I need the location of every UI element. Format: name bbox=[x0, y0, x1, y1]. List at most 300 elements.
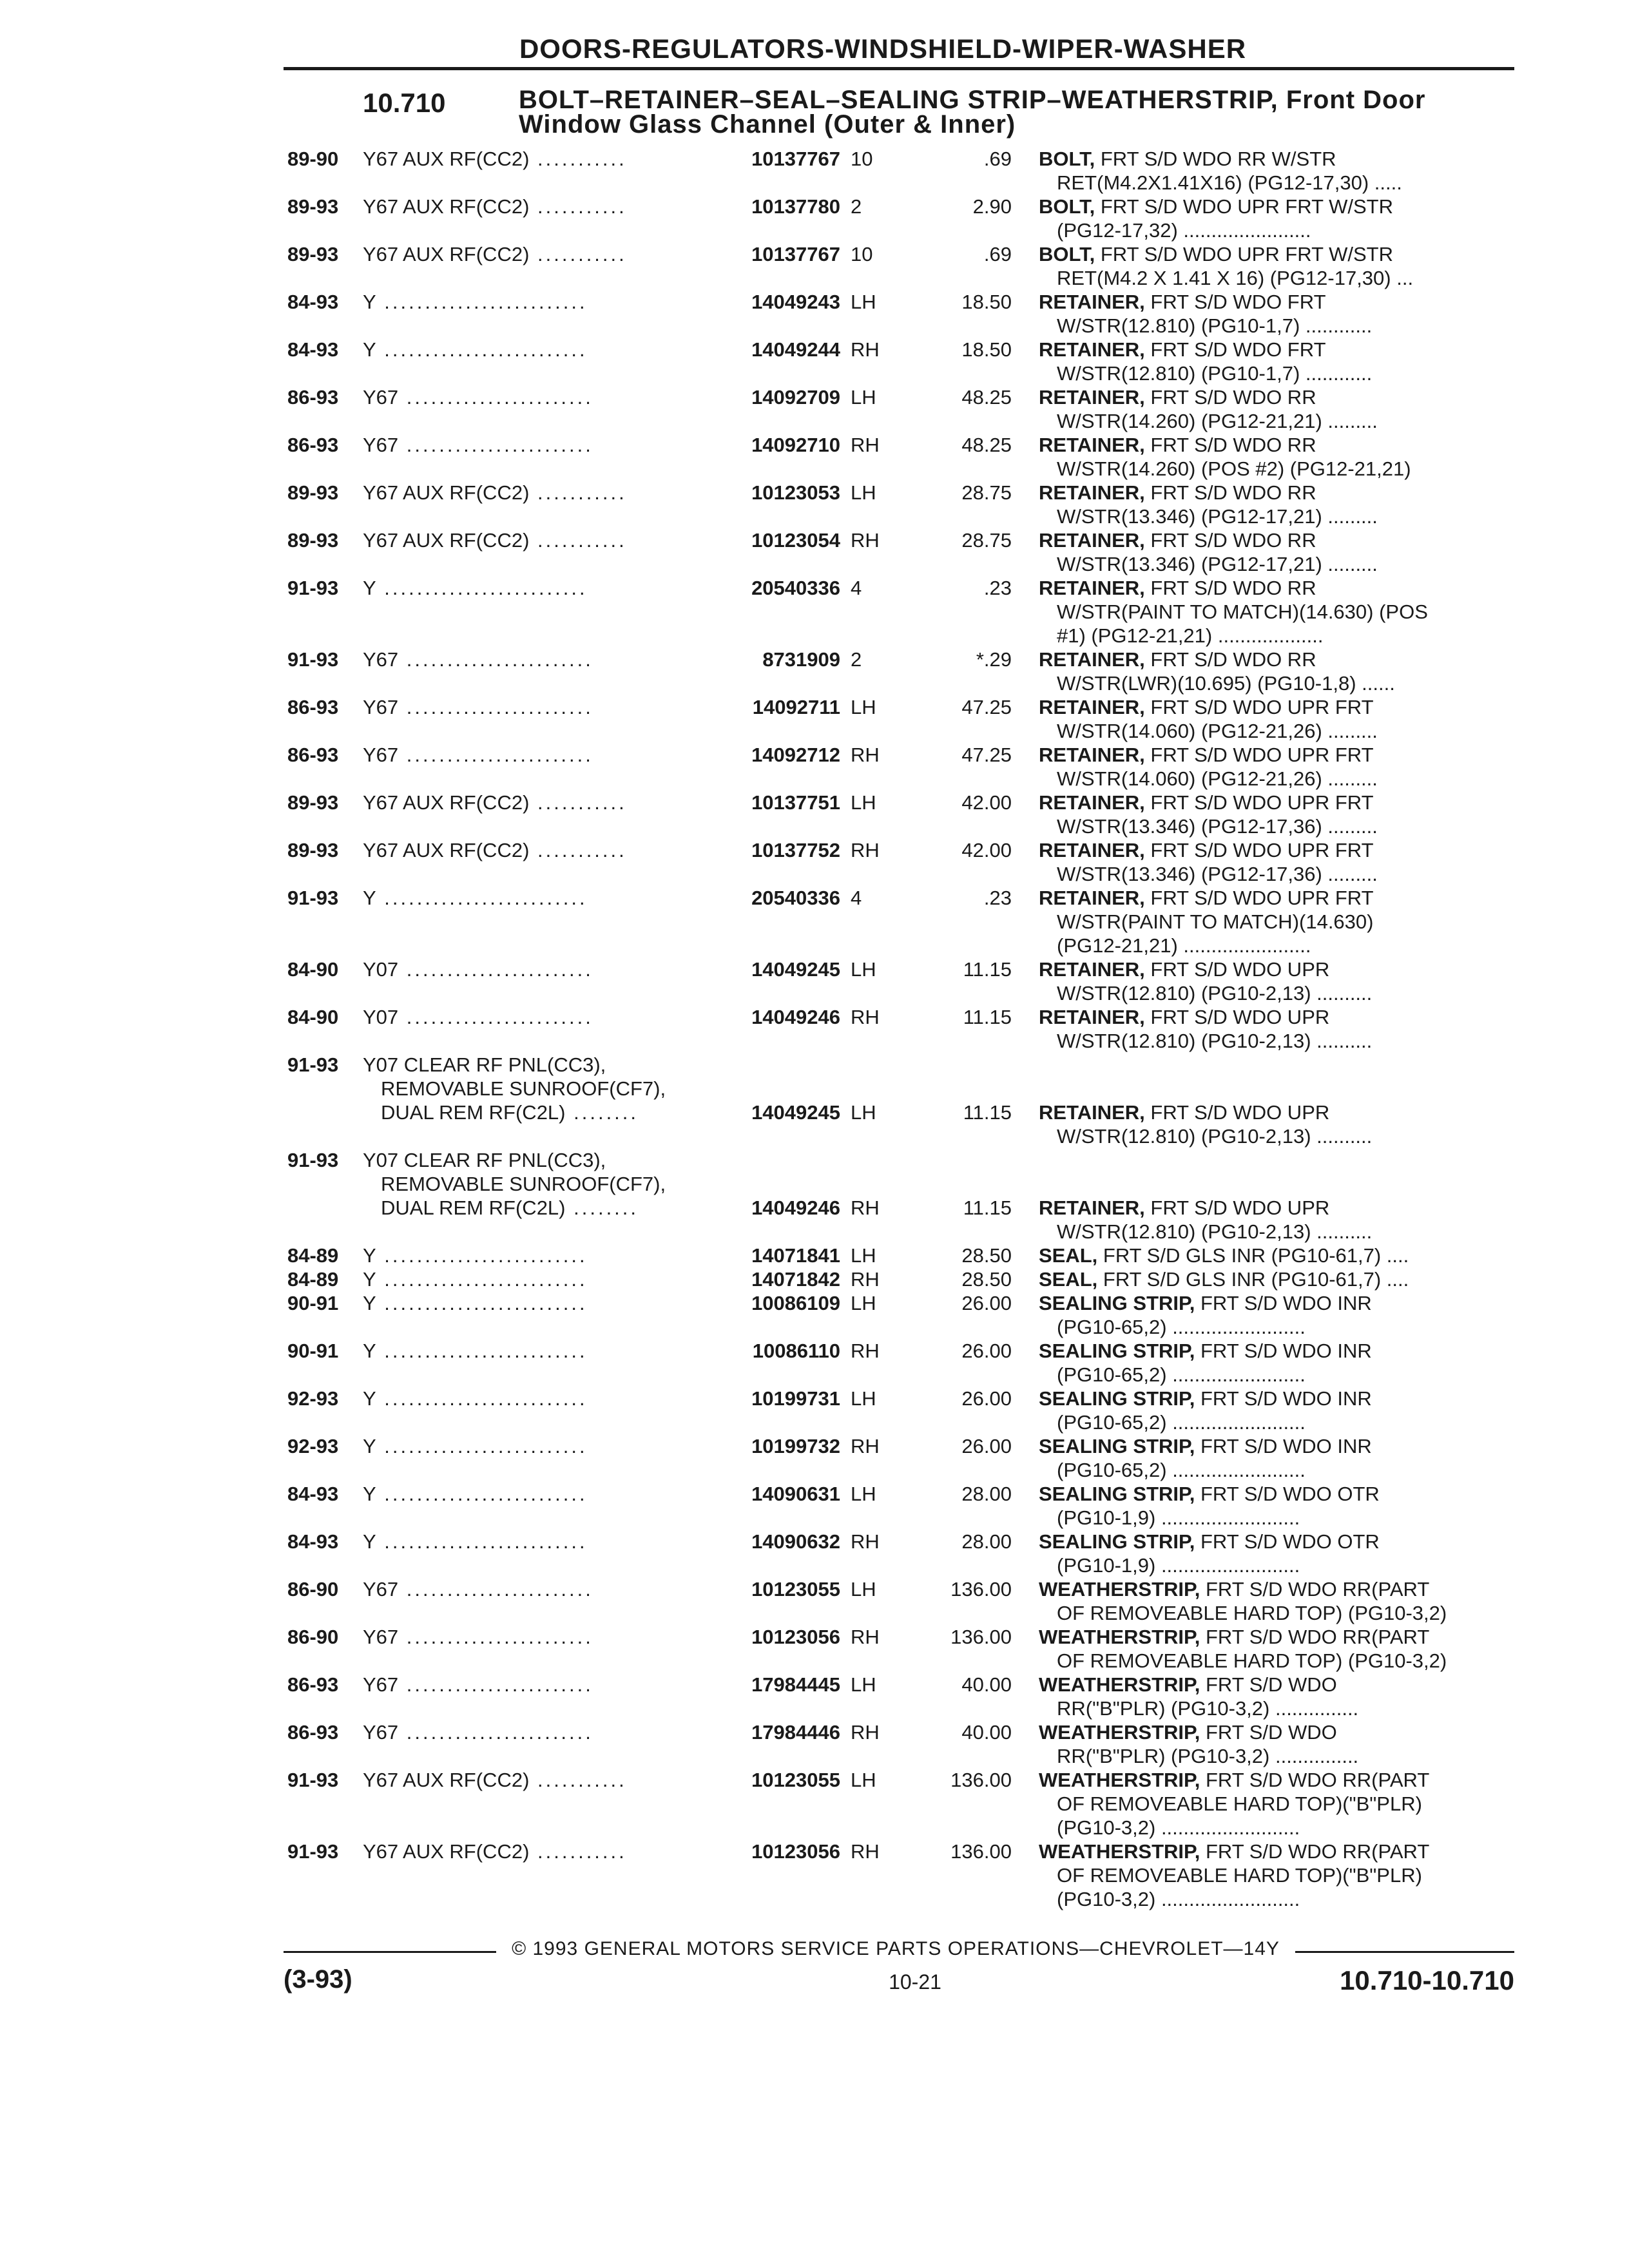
row-model-application bbox=[363, 1387, 724, 1410]
row-description bbox=[1039, 338, 1516, 385]
row-model-application bbox=[363, 838, 724, 862]
row-description-name: SEALING STRIP, bbox=[1039, 1483, 1195, 1505]
row-model-text: DUAL REM RF(C2L) bbox=[381, 1101, 566, 1124]
row-model-text: Y67 bbox=[363, 386, 399, 408]
row-model-application bbox=[363, 1625, 724, 1649]
row-quantity: RH bbox=[851, 529, 880, 552]
row-year-range: 86-90 bbox=[287, 1626, 339, 1648]
row-description-text: FRT S/D WDO INR bbox=[1200, 1387, 1372, 1410]
row-model-text: Y bbox=[363, 291, 376, 313]
row-description-text: FRT S/D WDO OTR bbox=[1200, 1530, 1380, 1553]
row-price: 40.00 bbox=[961, 1673, 1012, 1696]
row-price: *.29 bbox=[976, 648, 1012, 671]
row-part-number: 10137780 bbox=[751, 195, 840, 218]
row-description-name: RETAINER, bbox=[1039, 648, 1145, 671]
row-model-application bbox=[363, 1530, 724, 1553]
row-description-text: (PG10-65,2) ........................ bbox=[1057, 1363, 1306, 1386]
table-row bbox=[0, 648, 1629, 695]
leader-dots: ....................... bbox=[398, 1626, 593, 1648]
row-description-name: RETAINER, bbox=[1039, 744, 1145, 766]
row-description-text: FRT S/D WDO FRT bbox=[1150, 291, 1326, 313]
row-description-name: BOLT, bbox=[1039, 243, 1095, 265]
row-price: .23 bbox=[983, 577, 1012, 599]
row-part-number: 10123056 bbox=[751, 1626, 840, 1648]
row-description-text: RR("B"PLR) (PG10-3,2) ............... bbox=[1057, 1697, 1359, 1720]
row-price: 28.75 bbox=[961, 529, 1012, 552]
row-year-range: 89-93 bbox=[287, 195, 339, 218]
row-price: 26.00 bbox=[961, 1292, 1012, 1314]
table-row bbox=[0, 1244, 1629, 1267]
table-row bbox=[0, 743, 1629, 791]
section-title-line-2: Window Glass Channel (Outer & Inner) bbox=[519, 110, 1016, 139]
row-description-text: W/STR(13.346) (PG12-17,21) ......... bbox=[1057, 553, 1378, 575]
parts-list bbox=[0, 147, 1629, 1911]
row-description-text: FRT S/D WDO UPR bbox=[1150, 1196, 1330, 1219]
row-price: .69 bbox=[983, 243, 1012, 265]
row-description-text: RR("B"PLR) (PG10-3,2) ............... bbox=[1057, 1745, 1359, 1767]
row-description-text: (PG10-3,2) ......................... bbox=[1057, 1888, 1300, 1910]
row-quantity: RH bbox=[851, 744, 880, 766]
row-description-name: WEATHERSTRIP, bbox=[1039, 1673, 1200, 1696]
row-part-number: 10123054 bbox=[751, 529, 840, 552]
table-row bbox=[0, 1530, 1629, 1577]
row-description-name: SEALING STRIP, bbox=[1039, 1435, 1195, 1457]
row-price: 47.25 bbox=[961, 744, 1012, 766]
row-description-text: FRT S/D WDO UPR bbox=[1150, 1101, 1330, 1124]
row-quantity: 4 bbox=[851, 887, 862, 909]
row-description-text: W/STR(12.810) (PG10-1,7) ............ bbox=[1057, 314, 1373, 337]
leader-dots: ......................... bbox=[376, 291, 588, 313]
row-description-text: FRT S/D WDO RR bbox=[1150, 386, 1316, 408]
row-description-text: FRT S/D WDO UPR bbox=[1150, 1006, 1330, 1028]
row-year-range: 89-93 bbox=[287, 791, 339, 814]
row-description bbox=[1039, 576, 1516, 648]
row-model-application bbox=[363, 1720, 724, 1744]
row-quantity: 4 bbox=[851, 577, 862, 599]
table-row bbox=[0, 147, 1629, 195]
row-price: 28.50 bbox=[961, 1244, 1012, 1267]
leader-dots: ......................... bbox=[376, 1435, 588, 1457]
row-description-text: (PG10-1,9) ......................... bbox=[1057, 1506, 1300, 1529]
row-part-number: 14049245 bbox=[751, 958, 840, 981]
row-description-text: FRT S/D WDO RR bbox=[1150, 648, 1316, 671]
row-description-text: FRT S/D WDO RR bbox=[1150, 481, 1316, 504]
table-row bbox=[0, 886, 1629, 957]
row-description-text: W/STR(12.810) (PG10-1,7) ............ bbox=[1057, 362, 1373, 385]
row-model-application bbox=[363, 886, 724, 910]
row-model-application bbox=[363, 338, 724, 361]
row-model-text: Y07 bbox=[363, 1006, 399, 1028]
row-description-text: FRT S/D WDO INR bbox=[1200, 1292, 1372, 1314]
row-description-text: W/STR(PAINT TO MATCH)(14.630) (POS bbox=[1057, 601, 1428, 623]
row-description-name: RETAINER, bbox=[1039, 887, 1145, 909]
row-part-number: 20540336 bbox=[751, 577, 840, 599]
row-quantity: 10 bbox=[851, 148, 873, 170]
row-part-number: 14049245 bbox=[751, 1101, 840, 1124]
leader-dots: ........... bbox=[529, 839, 627, 861]
row-description-text: FRT S/D WDO UPR FRT W/STR bbox=[1100, 195, 1393, 218]
row-description-name: RETAINER, bbox=[1039, 839, 1145, 861]
table-row bbox=[0, 481, 1629, 528]
row-part-number: 14049244 bbox=[751, 338, 840, 361]
table-row bbox=[0, 1148, 1629, 1244]
footer-page-number: 10-21 bbox=[889, 1970, 941, 1994]
row-part-number: 14071841 bbox=[751, 1244, 840, 1267]
row-price: .23 bbox=[983, 887, 1012, 909]
row-year-range: 84-89 bbox=[287, 1268, 339, 1291]
row-model-text: REMOVABLE SUNROOF(CF7), bbox=[381, 1077, 666, 1100]
row-description-text: FRT S/D WDO bbox=[1205, 1721, 1337, 1744]
row-description-name: SEALING STRIP, bbox=[1039, 1530, 1195, 1553]
row-year-range: 86-93 bbox=[287, 744, 339, 766]
row-part-number: 20540336 bbox=[751, 887, 840, 909]
row-price: 136.00 bbox=[950, 1578, 1012, 1600]
row-price: 26.00 bbox=[961, 1387, 1012, 1410]
row-description-text: OF REMOVEABLE HARD TOP)("B"PLR) bbox=[1057, 1864, 1422, 1887]
row-description bbox=[1039, 743, 1516, 791]
row-description bbox=[1039, 1434, 1516, 1482]
row-description bbox=[1039, 1577, 1516, 1625]
row-part-number: 14071842 bbox=[751, 1268, 840, 1291]
leader-dots: ......................... bbox=[376, 1387, 588, 1410]
row-description-name: RETAINER, bbox=[1039, 696, 1145, 718]
table-row bbox=[0, 1005, 1629, 1053]
leader-dots: ....................... bbox=[398, 744, 593, 766]
row-model-text: Y67 bbox=[363, 744, 399, 766]
row-model-application bbox=[363, 242, 724, 266]
row-description-text: RET(M4.2 X 1.41 X 16) (PG12-17,30) ... bbox=[1057, 267, 1414, 289]
row-description-text: (PG12-17,32) ....................... bbox=[1057, 219, 1311, 242]
row-quantity: RH bbox=[851, 338, 880, 361]
table-row bbox=[0, 1720, 1629, 1768]
leader-dots: ....................... bbox=[398, 958, 593, 981]
table-row bbox=[0, 1768, 1629, 1840]
row-description-name: WEATHERSTRIP, bbox=[1039, 1769, 1200, 1791]
table-row bbox=[0, 957, 1629, 1005]
row-price: 18.50 bbox=[961, 291, 1012, 313]
row-model-text: Y bbox=[363, 338, 376, 361]
row-year-range: 89-90 bbox=[287, 148, 339, 170]
row-model-application bbox=[363, 1267, 724, 1291]
row-description-name: RETAINER, bbox=[1039, 1196, 1145, 1219]
row-description bbox=[1039, 1840, 1516, 1911]
row-model-text: Y bbox=[363, 1244, 376, 1267]
row-price: 40.00 bbox=[961, 1721, 1012, 1744]
row-description-name: WEATHERSTRIP, bbox=[1039, 1840, 1200, 1863]
row-price: 28.00 bbox=[961, 1530, 1012, 1553]
row-model-text: Y07 CLEAR RF PNL(CC3), bbox=[363, 1053, 606, 1076]
table-row bbox=[0, 433, 1629, 481]
row-description bbox=[1039, 1673, 1516, 1720]
row-quantity: LH bbox=[851, 958, 876, 981]
row-price: .69 bbox=[983, 148, 1012, 170]
row-price: 28.00 bbox=[961, 1483, 1012, 1505]
row-description-name: RETAINER, bbox=[1039, 291, 1145, 313]
row-description bbox=[1039, 1339, 1516, 1387]
row-model-application bbox=[363, 791, 724, 814]
row-quantity: LH bbox=[851, 291, 876, 313]
row-description bbox=[1039, 695, 1516, 743]
row-model-text: Y07 CLEAR RF PNL(CC3), bbox=[363, 1149, 606, 1171]
row-description bbox=[1039, 838, 1516, 886]
leader-dots: ....................... bbox=[398, 434, 593, 456]
row-description-name: RETAINER, bbox=[1039, 481, 1145, 504]
row-year-range: 91-93 bbox=[287, 1149, 339, 1171]
leader-dots: ........ bbox=[565, 1196, 639, 1219]
row-description-text: FRT S/D WDO RR bbox=[1150, 577, 1316, 599]
row-part-number: 17984446 bbox=[751, 1721, 840, 1744]
row-price: 42.00 bbox=[961, 839, 1012, 861]
row-part-number: 14049246 bbox=[751, 1006, 840, 1028]
footer-copyright: © 1993 GENERAL MOTORS SERVICE PARTS OPERATIONS—CHEVROLET—14Y bbox=[512, 1938, 1280, 1959]
row-description bbox=[1039, 1387, 1516, 1434]
row-description-text: FRT S/D WDO OTR bbox=[1200, 1483, 1380, 1505]
row-model-text: Y bbox=[363, 887, 376, 909]
leader-dots: ......................... bbox=[376, 1244, 588, 1267]
leader-dots: ......................... bbox=[376, 1292, 588, 1314]
table-row bbox=[0, 385, 1629, 433]
row-model-application bbox=[363, 1291, 724, 1315]
row-description-text: FRT S/D WDO RR W/STR bbox=[1100, 148, 1336, 170]
row-part-number: 14092709 bbox=[751, 386, 840, 408]
row-price: 11.15 bbox=[963, 958, 1012, 981]
row-part-number: 17984445 bbox=[751, 1673, 840, 1696]
row-description bbox=[1039, 1768, 1516, 1840]
leader-dots: ....................... bbox=[398, 1578, 593, 1600]
footer-copyright-line bbox=[284, 1938, 1514, 1964]
row-part-number: 10123055 bbox=[751, 1769, 840, 1791]
row-description-text: W/STR(14.260) (POS #2) (PG12-21,21) bbox=[1057, 457, 1411, 480]
leader-dots: ....................... bbox=[398, 1673, 593, 1696]
row-description bbox=[1039, 242, 1516, 290]
row-quantity: RH bbox=[851, 1196, 880, 1219]
row-year-range: 84-93 bbox=[287, 1530, 339, 1553]
row-model-text: Y67 bbox=[363, 1673, 399, 1696]
row-model-text: REMOVABLE SUNROOF(CF7), bbox=[381, 1173, 666, 1195]
row-price: 2.90 bbox=[972, 195, 1012, 218]
row-year-range: 86-93 bbox=[287, 696, 339, 718]
row-description-text: W/STR(13.346) (PG12-17,36) ......... bbox=[1057, 815, 1378, 838]
row-year-range: 86-93 bbox=[287, 386, 339, 408]
row-quantity: RH bbox=[851, 1268, 880, 1291]
row-model-text: Y67 AUX RF(CC2) bbox=[363, 148, 530, 170]
leader-dots: ........... bbox=[529, 243, 627, 265]
table-row bbox=[0, 242, 1629, 290]
row-description-name: WEATHERSTRIP, bbox=[1039, 1578, 1200, 1600]
row-price: 48.25 bbox=[961, 434, 1012, 456]
row-model-application bbox=[363, 1434, 724, 1458]
row-quantity: RH bbox=[851, 839, 880, 861]
row-description bbox=[1039, 1100, 1516, 1148]
leader-dots: ....................... bbox=[398, 386, 593, 408]
row-model-application bbox=[363, 147, 724, 171]
footer-bottom bbox=[284, 1965, 1514, 2004]
row-description bbox=[1039, 648, 1516, 695]
row-description-name: WEATHERSTRIP, bbox=[1039, 1721, 1200, 1744]
row-year-range: 89-93 bbox=[287, 839, 339, 861]
row-quantity: RH bbox=[851, 434, 880, 456]
row-description-text: FRT S/D WDO UPR FRT bbox=[1150, 791, 1374, 814]
row-model-text: Y bbox=[363, 1435, 376, 1457]
row-year-range: 92-93 bbox=[287, 1435, 339, 1457]
row-description-name: RETAINER, bbox=[1039, 791, 1145, 814]
row-price: 48.25 bbox=[961, 386, 1012, 408]
row-part-number: 14090631 bbox=[751, 1483, 840, 1505]
row-part-number: 14049246 bbox=[751, 1196, 840, 1219]
row-year-range: 91-93 bbox=[287, 1053, 339, 1076]
row-description bbox=[1039, 1196, 1516, 1244]
table-row bbox=[0, 695, 1629, 743]
row-year-range: 86-93 bbox=[287, 1721, 339, 1744]
table-row bbox=[0, 1673, 1629, 1720]
row-model-application bbox=[363, 290, 724, 314]
row-model-text: Y bbox=[363, 1483, 376, 1505]
leader-dots: ........... bbox=[529, 1840, 627, 1863]
row-description-text: (PG10-3,2) ......................... bbox=[1057, 1816, 1300, 1839]
row-description-text: W/STR(14.260) (PG12-21,21) ......... bbox=[1057, 410, 1378, 432]
row-model-application bbox=[363, 695, 724, 719]
table-row bbox=[0, 1053, 1629, 1148]
row-model-text: Y bbox=[363, 1530, 376, 1553]
leader-dots: ....................... bbox=[398, 1006, 593, 1028]
row-year-range: 89-93 bbox=[287, 243, 339, 265]
leader-dots: ......................... bbox=[376, 1483, 588, 1505]
row-description-text: W/STR(14.060) (PG12-21,26) ......... bbox=[1057, 767, 1378, 790]
row-description-name: RETAINER, bbox=[1039, 958, 1145, 981]
row-description-name: RETAINER, bbox=[1039, 338, 1145, 361]
row-part-number: 10123053 bbox=[751, 481, 840, 504]
row-part-number: 10086110 bbox=[752, 1340, 840, 1362]
row-model-application bbox=[363, 1482, 724, 1506]
leader-dots: ......................... bbox=[376, 1268, 588, 1291]
row-description-text: FRT S/D WDO UPR FRT bbox=[1150, 744, 1374, 766]
row-description-text: FRT S/D WDO UPR FRT bbox=[1150, 839, 1374, 861]
row-model-text: Y67 bbox=[363, 1721, 399, 1744]
row-description-text: FRT S/D WDO INR bbox=[1200, 1340, 1372, 1362]
row-part-number: 10199731 bbox=[751, 1387, 840, 1410]
row-model-application bbox=[363, 1053, 724, 1124]
row-model-application bbox=[363, 528, 724, 552]
row-model-application bbox=[363, 481, 724, 505]
table-row bbox=[0, 576, 1629, 648]
row-description-text: (PG12-21,21) ....................... bbox=[1057, 934, 1311, 957]
section-number: 10.710 bbox=[363, 88, 446, 118]
row-quantity: RH bbox=[851, 1530, 880, 1553]
table-row bbox=[0, 1267, 1629, 1291]
row-description bbox=[1039, 1291, 1516, 1339]
row-price: 11.15 bbox=[963, 1196, 1012, 1219]
row-description bbox=[1039, 1005, 1516, 1053]
row-part-number: 14092712 bbox=[751, 744, 840, 766]
row-quantity: LH bbox=[851, 386, 876, 408]
row-year-range: 84-90 bbox=[287, 958, 339, 981]
row-model-text: Y67 AUX RF(CC2) bbox=[363, 195, 530, 218]
row-model-text: Y bbox=[363, 1268, 376, 1291]
row-model-text: Y bbox=[363, 1292, 376, 1314]
row-quantity: LH bbox=[851, 1769, 876, 1791]
footer-rule-right bbox=[1295, 1951, 1514, 1953]
row-model-application bbox=[363, 743, 724, 767]
row-year-range: 84-93 bbox=[287, 291, 339, 313]
section-title bbox=[519, 88, 1524, 137]
row-model-application bbox=[363, 957, 724, 981]
row-price: 11.15 bbox=[963, 1006, 1012, 1028]
row-part-number: 14092711 bbox=[752, 696, 840, 718]
row-part-number: 10199732 bbox=[751, 1435, 840, 1457]
row-quantity: LH bbox=[851, 1244, 876, 1267]
row-description-name: SEALING STRIP, bbox=[1039, 1340, 1195, 1362]
leader-dots: ........... bbox=[529, 481, 627, 504]
row-model-text: Y67 AUX RF(CC2) bbox=[363, 529, 530, 552]
row-description-text: W/STR(12.810) (PG10-2,13) .......... bbox=[1057, 1030, 1373, 1052]
row-description-name: WEATHERSTRIP, bbox=[1039, 1626, 1200, 1648]
row-year-range: 91-93 bbox=[287, 577, 339, 599]
row-description-text: OF REMOVEABLE HARD TOP)("B"PLR) bbox=[1057, 1792, 1422, 1815]
row-year-range: 91-93 bbox=[287, 648, 339, 671]
row-year-range: 89-93 bbox=[287, 529, 339, 552]
row-quantity: 10 bbox=[851, 243, 873, 265]
row-price: 42.00 bbox=[961, 791, 1012, 814]
row-price: 18.50 bbox=[961, 338, 1012, 361]
row-description bbox=[1039, 528, 1516, 576]
table-row bbox=[0, 1625, 1629, 1673]
table-row bbox=[0, 1387, 1629, 1434]
row-description-name: RETAINER, bbox=[1039, 529, 1145, 552]
row-model-text: Y67 bbox=[363, 1626, 399, 1648]
row-description-text: W/STR(14.060) (PG12-21,26) ......... bbox=[1057, 720, 1378, 742]
table-row bbox=[0, 1577, 1629, 1625]
table-row bbox=[0, 195, 1629, 242]
row-model-text: Y67 bbox=[363, 1578, 399, 1600]
header-rule bbox=[284, 67, 1514, 70]
row-description-text: W/STR(12.810) (PG10-2,13) .......... bbox=[1057, 1125, 1373, 1148]
row-price: 26.00 bbox=[961, 1340, 1012, 1362]
table-row bbox=[0, 1291, 1629, 1339]
row-description-name: SEALING STRIP, bbox=[1039, 1387, 1195, 1410]
row-description-name: BOLT, bbox=[1039, 148, 1095, 170]
row-description-name: RETAINER, bbox=[1039, 577, 1145, 599]
row-part-number: 10137751 bbox=[751, 791, 840, 814]
section-title-line-1: BOLT–RETAINER–SEAL–SEALING STRIP–WEATHERSTRIP, Front Door bbox=[519, 86, 1426, 114]
row-quantity: LH bbox=[851, 1673, 876, 1696]
row-part-number: 10123056 bbox=[751, 1840, 840, 1863]
row-price: 47.25 bbox=[961, 696, 1012, 718]
row-quantity: RH bbox=[851, 1340, 880, 1362]
leader-dots: ........... bbox=[529, 195, 627, 218]
row-quantity: RH bbox=[851, 1840, 880, 1863]
row-quantity: LH bbox=[851, 791, 876, 814]
row-model-text: Y67 AUX RF(CC2) bbox=[363, 1840, 530, 1863]
row-model-application bbox=[363, 433, 724, 457]
row-model-text: Y67 AUX RF(CC2) bbox=[363, 481, 530, 504]
row-model-application bbox=[363, 195, 724, 218]
row-model-application bbox=[363, 385, 724, 409]
row-model-text: Y07 bbox=[363, 958, 399, 981]
row-part-number: 14090632 bbox=[751, 1530, 840, 1553]
row-description bbox=[1039, 385, 1516, 433]
row-year-range: 91-93 bbox=[287, 887, 339, 909]
footer-rule-left bbox=[284, 1951, 496, 1953]
row-part-number: 10137767 bbox=[751, 243, 840, 265]
row-description-text: W/STR(12.810) (PG10-2,13) .......... bbox=[1057, 1220, 1373, 1243]
row-model-application bbox=[363, 1577, 724, 1601]
table-row bbox=[0, 528, 1629, 576]
row-quantity: LH bbox=[851, 1387, 876, 1410]
row-description bbox=[1039, 1244, 1516, 1267]
row-price: 28.50 bbox=[961, 1268, 1012, 1291]
row-quantity: RH bbox=[851, 1435, 880, 1457]
row-price: 136.00 bbox=[950, 1626, 1012, 1648]
